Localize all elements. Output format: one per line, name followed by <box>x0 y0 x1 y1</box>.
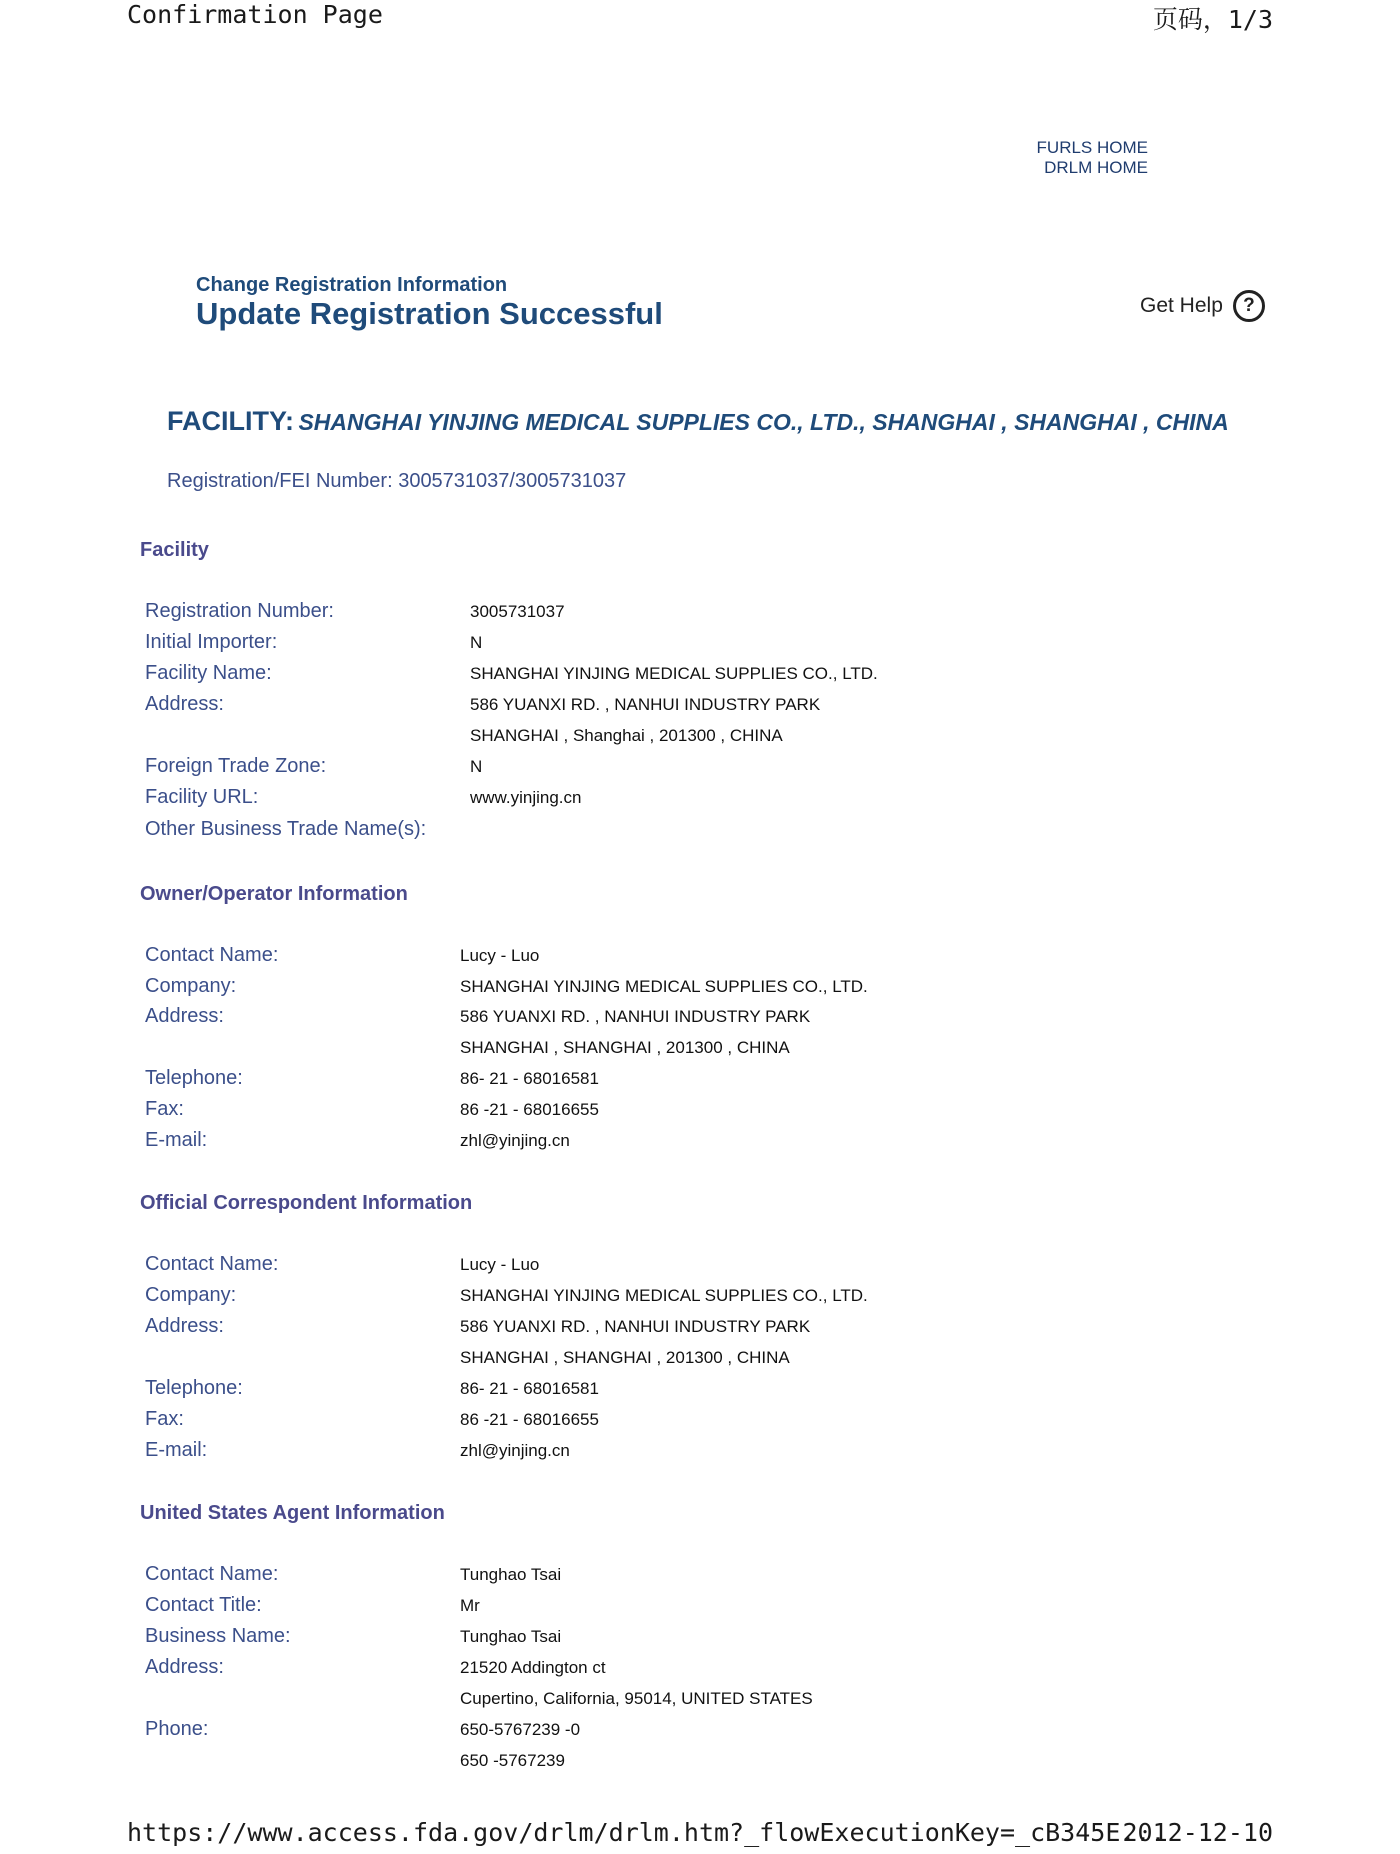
row-label: Fax: <box>145 1408 184 1430</box>
help-icon: ? <box>1233 290 1265 322</box>
row-value: Tunghao Tsai <box>460 1627 562 1646</box>
row-label: Address: <box>145 1005 224 1027</box>
row-value: Lucy - Luo <box>460 946 540 965</box>
row-label: Contact Name: <box>145 1563 279 1585</box>
row-label: Facility URL: <box>145 786 259 808</box>
row-label: Phone: <box>145 1718 209 1740</box>
row-label: E-mail: <box>145 1439 208 1461</box>
row-value: 650 -5767239 <box>460 1751 565 1770</box>
row-label: Contact Title: <box>145 1594 262 1616</box>
row-value: SHANGHAI YINJING MEDICAL SUPPLIES CO., LTD. <box>460 977 868 996</box>
row-value: SHANGHAI YINJING MEDICAL SUPPLIES CO., LTD. <box>460 1286 868 1305</box>
row-value: SHANGHAI , Shanghai , 201300 , CHINA <box>470 726 783 745</box>
drlm-home-link[interactable]: DRLM HOME <box>1044 158 1148 177</box>
facility-banner-name: SHANGHAI YINJING MEDICAL SUPPLIES CO., LTD., SHANGHAI , SHANGHAI , CHINA <box>298 409 1229 435</box>
row-label: Company: <box>145 975 237 997</box>
row-value: 650-5767239 -0 <box>460 1720 581 1739</box>
row-value: 21520 Addington ct <box>460 1658 606 1677</box>
row-label: Contact Name: <box>145 1253 279 1275</box>
row-value: N <box>470 633 483 652</box>
print-footer-date: 2012-12-10 <box>1122 1818 1273 1847</box>
row-label: Facility Name: <box>145 662 272 684</box>
section-title-facility: Facility <box>140 539 209 561</box>
print-page-number: 页码，1/3 <box>1152 5 1273 34</box>
email-value[interactable]: zhl@yinjing.cn <box>460 1441 570 1460</box>
section-title-owner: Owner/Operator Information <box>140 883 408 905</box>
section-title-correspondent: Official Correspondent Information <box>140 1192 473 1214</box>
get-help-button[interactable] <box>1140 290 1265 322</box>
email-value[interactable]: zhl@yinjing.cn <box>460 1131 570 1150</box>
row-label: Contact Name: <box>145 944 279 966</box>
row-label: Foreign Trade Zone: <box>145 755 327 777</box>
row-value: 86- 21 - 68016581 <box>460 1379 599 1398</box>
registration-fei-number: Registration/FEI Number: 3005731037/3005731037 <box>167 470 627 492</box>
row-value: SHANGHAI , SHANGHAI , 201300 , CHINA <box>460 1348 790 1367</box>
row-value: 3005731037 <box>470 602 565 621</box>
row-value: 86 -21 - 68016655 <box>460 1100 599 1119</box>
facility-banner <box>167 407 1267 440</box>
print-header-title: Confirmation Page <box>127 0 383 29</box>
row-label: Address: <box>145 1315 224 1337</box>
facility-url-value[interactable]: www.yinjing.cn <box>470 788 582 807</box>
print-footer-url: https://www.access.fda.gov/drlm/drlm.htm?_flowExecutionKey=_cB345E... <box>127 1818 1166 1847</box>
facility-banner-label: FACILITY: <box>167 406 294 436</box>
row-label: Fax: <box>145 1098 184 1120</box>
section-title-us-agent: United States Agent Information <box>140 1502 445 1524</box>
row-label: Address: <box>145 1656 224 1678</box>
get-help-label: Get Help <box>1140 294 1223 317</box>
row-label: Telephone: <box>145 1377 243 1399</box>
row-value: Lucy - Luo <box>460 1255 540 1274</box>
row-value: 86- 21 - 68016581 <box>460 1069 599 1088</box>
row-label: Business Name: <box>145 1625 291 1647</box>
page-subtitle: Change Registration Information <box>196 274 508 296</box>
row-value: 586 YUANXI RD. , NANHUI INDUSTRY PARK <box>460 1317 811 1336</box>
row-label: Registration Number: <box>145 600 334 622</box>
row-value: 86 -21 - 68016655 <box>460 1410 599 1429</box>
row-label: Company: <box>145 1284 237 1306</box>
row-label: Telephone: <box>145 1067 243 1089</box>
row-value: Cupertino, California, 95014, UNITED STATES <box>460 1689 813 1708</box>
row-value: SHANGHAI , SHANGHAI , 201300 , CHINA <box>460 1038 790 1057</box>
row-label: Other Business Trade Name(s): <box>145 818 427 840</box>
row-value: 586 YUANXI RD. , NANHUI INDUSTRY PARK <box>460 1007 811 1026</box>
row-label: Address: <box>145 693 224 715</box>
page-title: Update Registration Successful <box>196 296 663 331</box>
row-value: 586 YUANXI RD. , NANHUI INDUSTRY PARK <box>470 695 821 714</box>
row-value: Tunghao Tsai <box>460 1565 562 1584</box>
row-label: E-mail: <box>145 1129 208 1151</box>
row-value: SHANGHAI YINJING MEDICAL SUPPLIES CO., LTD. <box>470 664 878 683</box>
row-value: Mr <box>460 1596 480 1615</box>
row-label: Initial Importer: <box>145 631 278 653</box>
top-nav-links <box>1037 138 1148 178</box>
furls-home-link[interactable]: FURLS HOME <box>1036 138 1148 157</box>
row-value: N <box>470 757 483 776</box>
